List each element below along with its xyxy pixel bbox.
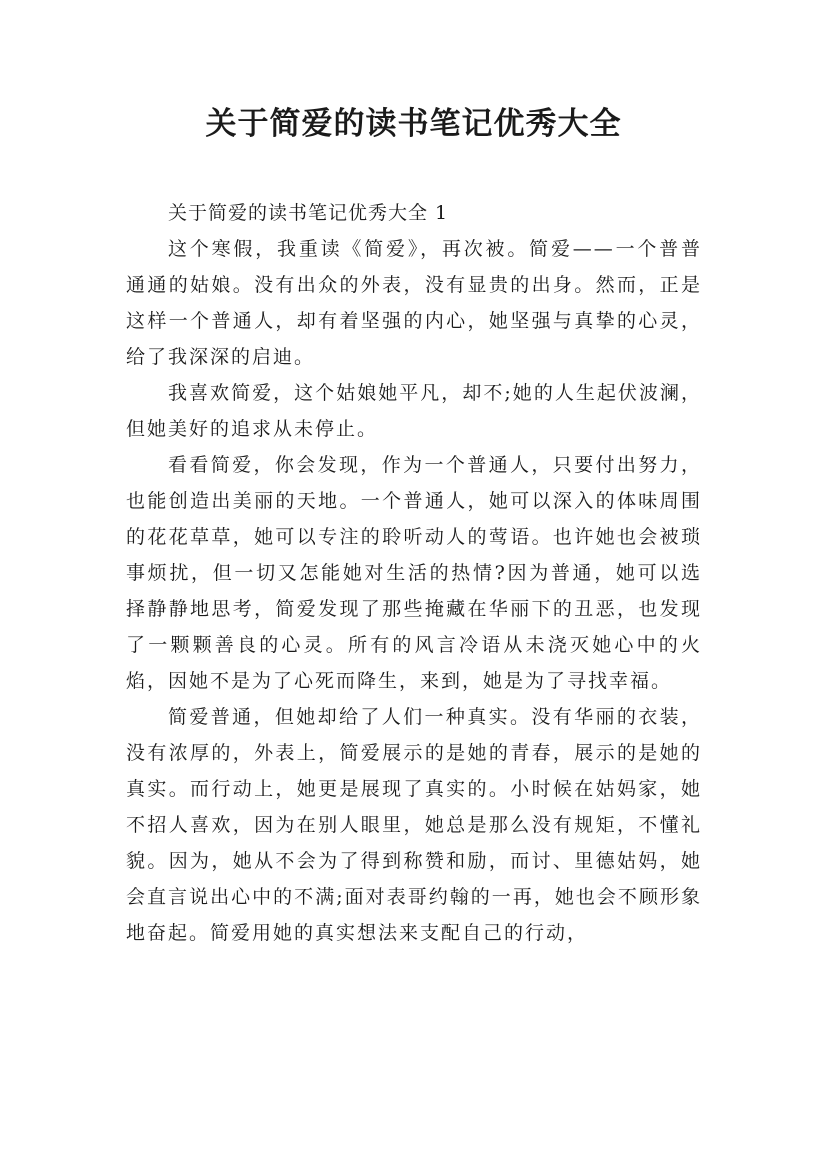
document-title: 关于简爱的读书笔记优秀大全 [205,106,622,142]
paragraph-1: 这个寒假，我重读《简爱》，再次被。简爱——一个普普通通的姑娘。没有出众的外表，没有显贵的出身。然而，正是这样一个普通人，却有着坚强的内心，她坚强与真挚的心灵，给了我深深的启迪。 [126,238,702,368]
document-body [126,196,702,951]
paragraph-2: 我喜欢简爱，这个姑娘她平凡，却不;她的人生起伏波澜，但她美好的追求从未停止。 [126,382,702,440]
paragraph-3: 看看简爱，你会发现，作为一个普通人，只要付出努力，也能创造出美丽的天地。一个普通人，她可以深入的体味周围的花花草草，她可以专注的聆听动人的莺语。也许她也会被琐事烦扰，但一切又怎能她对生活的热情?因为普通，她可以选择静静地思考，简爱发现了那些掩藏在华丽下的丑恶，也发现了一颗颗善良的心灵。所有的风言冷语从未浇灭她心中的火焰，因她不是为了心死而降生，来到，她是为了寻找幸福。 [126,454,702,692]
section-heading: 关于简爱的读书笔记优秀大全 1 [168,202,449,224]
paragraph-4: 简爱普通，但她却给了人们一种真实。没有华丽的衣装，没有浓厚的，外表上，简爱展示的是她的青春，展示的是她的真实。而行动上，她更是展现了真实的。小时候在姑妈家，她不招人喜欢，因为在别人眼里，她总是那么没有规矩，不懂礼貌。因为，她从不会为了得到称赞和励，而讨、里德姑妈，她会直言说出心中的不满;面对表哥约翰的一再，她也会不顾形象地奋起。简爱用她的真实想法来支配自己的行动， [126,706,702,944]
